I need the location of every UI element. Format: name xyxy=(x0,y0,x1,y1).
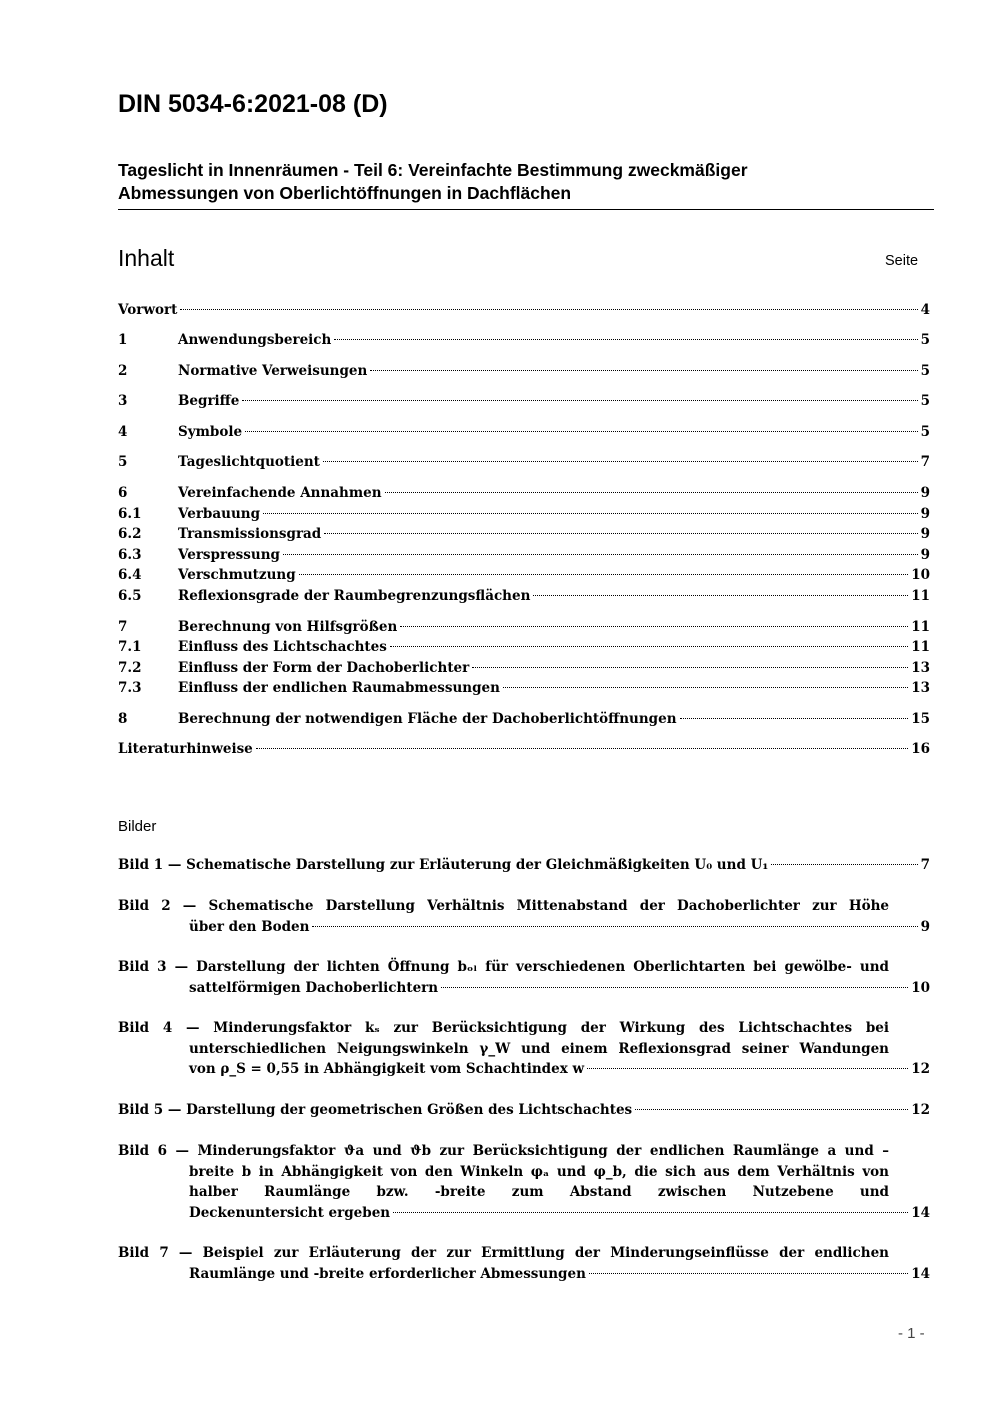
toc-entry[interactable] xyxy=(118,363,930,383)
toc-entry-page: 4 xyxy=(920,302,930,318)
toc-entry[interactable] xyxy=(118,639,930,659)
document-title-line-2: Abmessungen von Oberlichtöffnungen in Dachflächen xyxy=(118,183,572,203)
figure-entry-text: sattelförmigen Dachoberlichtern xyxy=(189,979,439,996)
toc-entry-number: 7.2 xyxy=(118,660,142,676)
toc-entry[interactable] xyxy=(118,506,930,526)
toc-entry[interactable] xyxy=(118,567,930,587)
figure-entry-page: 7 xyxy=(920,857,930,873)
toc-entry-label: Begriffe xyxy=(178,393,240,409)
toc-entry[interactable] xyxy=(118,302,930,322)
toc-leader-dots xyxy=(324,533,917,534)
toc-entry-label: Verspressung xyxy=(178,547,280,563)
page-number: - 1 - xyxy=(898,1325,925,1342)
toc-entry-page: 16 xyxy=(911,741,930,757)
toc-entry[interactable] xyxy=(118,424,930,444)
figures-heading: Bilder xyxy=(118,818,157,835)
toc-entry-page: 5 xyxy=(920,424,930,440)
toc-leader-dots xyxy=(680,718,909,719)
toc-heading: Inhalt xyxy=(118,245,175,271)
figure-entry-page: 10 xyxy=(911,979,930,996)
toc-entry-label: Anwendungsbereich xyxy=(178,332,332,348)
toc-entry-page: 5 xyxy=(920,393,930,409)
toc-entry-label: Verschmutzung xyxy=(178,567,296,583)
toc-entry-page: 9 xyxy=(920,485,930,501)
toc-entry-label: Tageslichtquotient xyxy=(178,454,320,470)
figure-entry[interactable] xyxy=(118,1143,930,1225)
toc-leader-dots xyxy=(385,492,918,493)
toc-entry-number: 6.4 xyxy=(118,567,142,583)
document-title xyxy=(118,159,934,210)
toc-entry-number: 7.3 xyxy=(118,680,142,696)
figure-leader-dots xyxy=(393,1212,908,1213)
toc-entry[interactable] xyxy=(118,526,930,546)
figure-leader-dots xyxy=(312,926,917,927)
toc-entry-page: 9 xyxy=(920,547,930,563)
toc-entry-label: Vorwort xyxy=(118,302,178,318)
toc-entry[interactable] xyxy=(118,588,930,608)
toc-entry-number: 1 xyxy=(118,332,128,348)
figure-entry[interactable] xyxy=(118,857,930,878)
toc-leader-dots xyxy=(245,431,918,432)
toc-entry-number: 3 xyxy=(118,393,128,409)
toc-entry-number: 4 xyxy=(118,424,128,440)
toc-leader-dots xyxy=(263,513,918,514)
toc-page-column-label: Seite xyxy=(885,253,919,269)
toc-entry-number: 6.3 xyxy=(118,547,142,563)
toc-entry-number: 6.2 xyxy=(118,526,142,542)
toc-entry-label: Einfluss der endlichen Raumabmessungen xyxy=(178,680,500,696)
toc-entry-page: 5 xyxy=(920,363,930,379)
toc-entry[interactable] xyxy=(118,547,930,567)
toc-entry-number: 8 xyxy=(118,711,128,727)
toc-entry-page: 13 xyxy=(911,660,930,676)
figure-entry-page: 14 xyxy=(911,1265,930,1282)
toc-entry-label: Symbole xyxy=(178,424,243,440)
toc-entry-label: Berechnung von Hilfsgrößen xyxy=(178,619,398,635)
toc-entry[interactable] xyxy=(118,485,930,505)
figure-entry[interactable] xyxy=(118,1020,930,1082)
toc-leader-dots xyxy=(390,646,908,647)
toc-leader-dots xyxy=(472,667,908,668)
toc-entry-page: 13 xyxy=(911,680,930,696)
figure-entry-page: 12 xyxy=(911,1102,930,1118)
toc-leader-dots xyxy=(533,595,908,596)
figure-entry-page: 9 xyxy=(920,918,930,935)
figure-entry-text: unterschiedlichen Neigungswinkeln γ_W und einem Reflexionsgrad seiner Wandungen xyxy=(189,1040,889,1057)
toc-entry-page: 11 xyxy=(911,639,930,655)
toc-leader-dots xyxy=(299,574,909,575)
toc-entry-number: 2 xyxy=(118,363,128,379)
toc-leader-dots xyxy=(283,554,918,555)
figure-leader-dots xyxy=(441,987,908,988)
toc-entry[interactable] xyxy=(118,332,930,352)
toc-entry-page: 15 xyxy=(911,711,930,727)
toc-entry-number: 6.5 xyxy=(118,588,142,604)
toc-leader-dots xyxy=(256,748,908,749)
toc-entry[interactable] xyxy=(118,619,930,639)
figure-entry-text: Bild 2 — Schematische Darstellung Verhältnis Mittenabstand der Dachoberlichter zur Höhe xyxy=(118,898,889,914)
figure-entry-text: Bild 7 — Beispiel zur Erläuterung der zur Ermittlung der Minderungseinflüsse der endlichen xyxy=(118,1245,889,1261)
figure-entry-text: Bild 5 — Darstellung der geometrischen Größen des Lichtschachtes xyxy=(118,1102,633,1118)
figure-leader-dots xyxy=(589,1273,908,1274)
figure-entry-text: über den Boden xyxy=(189,918,310,935)
toc-entry-label: Berechnung der notwendigen Fläche der Dachoberlichtöffnungen xyxy=(178,711,677,727)
toc-entry-number: 6 xyxy=(118,485,128,501)
toc-leader-dots xyxy=(503,687,908,688)
document-title-line-1: Tageslicht in Innenräumen - Teil 6: Vereinfachte Bestimmung zweckmäßiger xyxy=(118,160,748,180)
figure-entry-text: breite b in Abhängigkeit von den Winkeln φₐ und φ_b, die sich aus dem Verhältnis von xyxy=(189,1163,889,1180)
figure-entry[interactable] xyxy=(118,898,930,939)
document-number: DIN 5034-6:2021-08 (D) xyxy=(118,90,388,118)
toc-entry-label: Literaturhinweise xyxy=(118,741,253,757)
figure-entry[interactable] xyxy=(118,1102,930,1123)
toc-entry-page: 11 xyxy=(911,619,930,635)
toc-entry-number: 5 xyxy=(118,454,128,470)
toc-entry-label: Reflexionsgrade der Raumbegrenzungsflächen xyxy=(178,588,531,604)
toc-entry-number: 7.1 xyxy=(118,639,142,655)
toc-entry[interactable] xyxy=(118,393,930,413)
toc-entry[interactable] xyxy=(118,660,930,680)
figure-entry-text: Bild 1 — Schematische Darstellung zur Erläuterung der Gleichmäßigkeiten U₀ und U₁ xyxy=(118,857,769,873)
toc-entry-label: Normative Verweisungen xyxy=(178,363,368,379)
toc-entry-label: Einfluss der Form der Dachoberlichter xyxy=(178,660,470,676)
figure-entry-page: 12 xyxy=(911,1061,930,1077)
figure-entry-text: Bild 3 — Darstellung der lichten Öffnung bₒₗ für verschiedenen Oberlichtarten bei gewölbe- und xyxy=(118,959,889,975)
toc-leader-dots xyxy=(323,461,918,462)
toc-entry-page: 9 xyxy=(920,526,930,542)
figure-entry-text: Bild 4 — Minderungsfaktor kₛ zur Berücksichtigung der Wirkung des Lichtschachtes bei xyxy=(118,1020,889,1036)
toc-entry-number: 6.1 xyxy=(118,506,142,522)
toc-entry-label: Vereinfachende Annahmen xyxy=(178,485,382,501)
toc-entry-page: 5 xyxy=(920,332,930,348)
toc-leader-dots xyxy=(242,400,917,401)
toc-leader-dots xyxy=(400,626,908,627)
toc-entry-page: 7 xyxy=(920,454,930,470)
toc-entry-label: Transmissionsgrad xyxy=(178,526,322,542)
toc-entry-page: 10 xyxy=(911,567,930,583)
toc-leader-dots xyxy=(370,370,917,371)
figure-entry-text: Deckenuntersicht ergeben xyxy=(189,1204,391,1221)
toc-entry[interactable] xyxy=(118,454,930,474)
figure-entry-text: halber Raumlänge bzw. -breite zum Abstand zwischen Nutzebene und xyxy=(189,1184,889,1200)
toc-entry[interactable] xyxy=(118,741,930,761)
toc-entry-label: Verbauung xyxy=(178,506,261,522)
figure-entry-page: 14 xyxy=(911,1204,930,1221)
figure-entry[interactable] xyxy=(118,1245,930,1286)
figure-entry-text: Raumlänge und -breite erforderlicher Abmessungen xyxy=(189,1265,586,1282)
toc-entry[interactable] xyxy=(118,680,930,700)
figure-leader-dots xyxy=(771,864,917,865)
toc-entry-number: 7 xyxy=(118,619,128,635)
figure-entry-text: von ρ_S = 0,55 in Abhängigkeit vom Schachtindex w xyxy=(189,1061,585,1077)
figure-leader-dots xyxy=(635,1109,908,1110)
toc-entry[interactable] xyxy=(118,711,930,731)
figure-entry[interactable] xyxy=(118,959,930,1000)
toc-entry-page: 11 xyxy=(911,588,930,604)
figure-leader-dots xyxy=(587,1068,908,1069)
toc-entry-label: Einfluss des Lichtschachtes xyxy=(178,639,387,655)
figure-entry-text: Bild 6 — Minderungsfaktor ϑa und ϑb zur Berücksichtigung der endlichen Raumlänge a und – xyxy=(118,1143,889,1159)
toc-entry-page: 9 xyxy=(920,506,930,522)
toc-leader-dots xyxy=(334,339,917,340)
toc-leader-dots xyxy=(180,309,917,310)
